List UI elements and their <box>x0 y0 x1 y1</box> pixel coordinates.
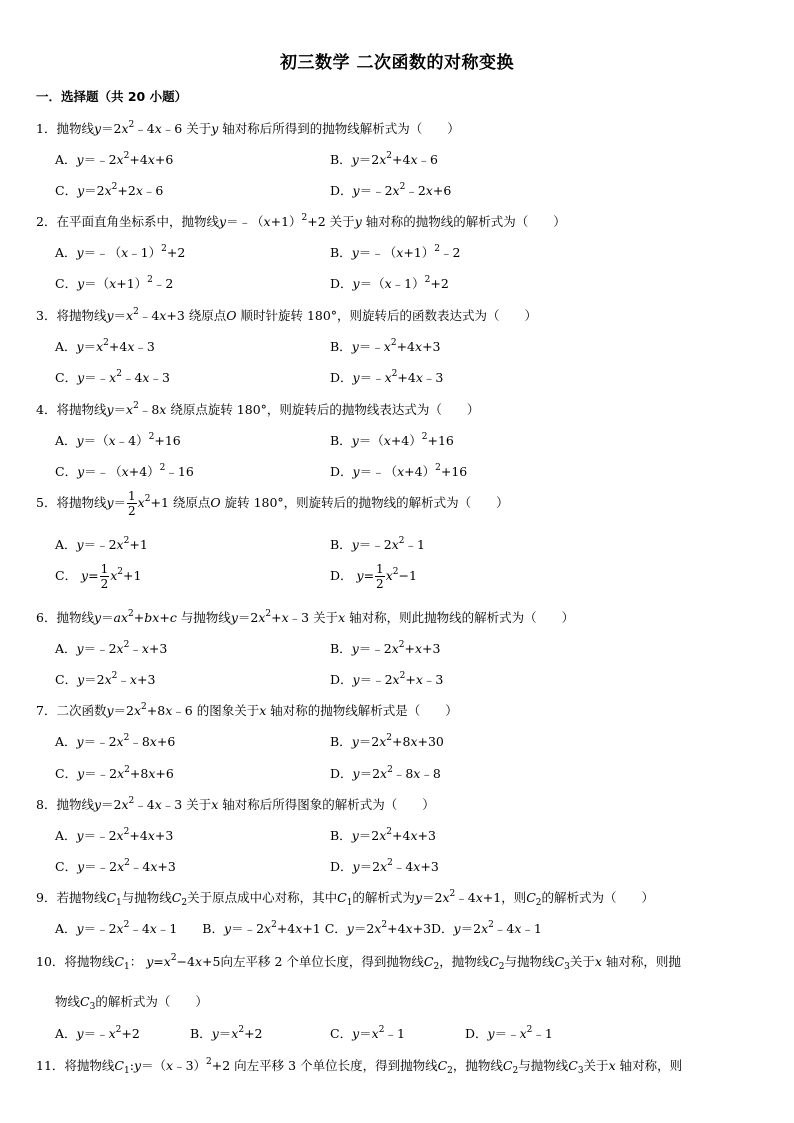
question-5-option-b: B．$y=﹣2x^2﹣1$ <box>330 536 425 552</box>
question-5-option-a: A．$y=﹣2x^2+1$ <box>55 536 148 552</box>
question-5-option-c: C． y= $\frac{1}{2}$ $x^2+1$ <box>55 562 142 591</box>
question-3-option-b: B．$y=﹣x^2+4x+3$ <box>330 338 441 354</box>
question-10-option-d: D．$y=﹣x^2﹣1$ <box>465 1025 553 1041</box>
question-2-stem: 2．在平面直角坐标系中，抛物线$y=﹣(x+1)^2+2$ 关于y 轴对称的抛物线的解析式为（ ） <box>36 213 566 229</box>
question-4-stem: 4．将抛物线$y=x^2﹣8x$ 绕原点旋转 180°，则旋转后的抛物线表达式为（ ） <box>36 401 480 417</box>
question-9-options: A．$y=﹣2x^2﹣4x﹣1$ B．$y=﹣2x^2+4x+1$ C．$y=2x^2+4x+3D$．$y=2x^2﹣4x﹣1$ <box>55 920 542 936</box>
question-7-stem: 7．二次函数$y=2x^2+8x﹣6$ 的图象关于x 轴对称的抛物线解析式是（ ） <box>36 702 458 718</box>
fraction-one-half: $\frac{1}{2}$ <box>128 489 136 518</box>
question-4-option-a: A．y＝（x﹣4）$^2$+16 <box>55 432 181 448</box>
question-1-option-b: B．$y=2x^2+4x﹣6$ <box>330 151 438 167</box>
question-9-stem: 9．若抛物线$C_1$与抛物线$C_2$关于原点成中心对称，其中$C_1$的解析式为$y=2x^2﹣4x+1$，则$C_2$的解析式为（ ） <box>36 889 655 908</box>
question-6-option-b: B．$y=﹣2x^2+x+3$ <box>330 640 441 656</box>
question-1-option-d: D．$y=﹣2x^2﹣2x+6$ <box>330 182 452 198</box>
question-1-option-c: C．$y=2x^2+2x﹣6$ <box>55 182 164 198</box>
question-7-option-d: D．$y=2x^2﹣8x﹣8$ <box>330 765 441 781</box>
question-6-option-c: C．$y=2x^2﹣x+3$ <box>55 671 156 687</box>
question-3-option-a: A．$y=x^2+4x﹣3$ <box>55 338 155 354</box>
question-4-option-c: C．$y=﹣(x+4)^2﹣16$ <box>55 463 194 479</box>
question-2-option-d: D．y＝（x﹣1）$^2$+2 <box>330 275 449 291</box>
question-10-stem-line1: 10．将抛物线$C_1$： $y=x^2-4x+5$向左平移 2 个单位长度，得到抛物线$C_2$，抛物线$C_2$与抛物线$C_3$关于x 轴对称，则抛 <box>36 953 681 972</box>
question-2-option-a: A．y＝﹣（x﹣1）$^2$+2 <box>55 244 186 260</box>
question-11-stem: 11．将抛物线$C_1:y=(x﹣3)^2+2$ 向左平移 3 个单位长度，得到抛物线$C_2$，抛物线$C_2$与抛物线$C_3$关于x 轴对称，则 <box>36 1057 683 1076</box>
question-2-option-b: B．$y=﹣(x+1)^2﹣2$ <box>330 244 461 260</box>
question-6-option-d: D．$y=﹣2x^2+x﹣3$ <box>330 671 444 687</box>
question-8-stem: 8．抛物线$y=2x^2﹣4x﹣3$ 关于x 轴对称后所得图象的解析式为（ ） <box>36 796 435 812</box>
question-8-option-c: C．$y=﹣2x^2﹣4x+3$ <box>55 858 176 874</box>
question-7-option-c: C．$y=﹣2x^2+8x+6$ <box>55 765 174 781</box>
question-6-stem: 6．抛物线$y=ax^2+bx+c$ 与抛物线$y=2x^2+x﹣3$ 关于x 轴对称，则此抛物线的解析式为（ ） <box>36 609 575 625</box>
question-8-option-d: D．$y=2x^2﹣4x+3$ <box>330 858 439 874</box>
question-7-option-b: B．$y=2x^2+8x+30$ <box>330 733 444 749</box>
question-3-option-d: D．$y=﹣x^2+4x﹣3$ <box>330 369 444 385</box>
question-10-option-c: C．$y=x^2﹣1$ <box>330 1025 405 1041</box>
question-10-stem-line2: 物线$C_3$的解析式为（ ） <box>55 994 208 1012</box>
question-4-option-d: D．$y=﹣(x+4)^2+16$ <box>330 463 468 479</box>
question-3-stem: 3．将抛物线$y=x^2﹣4x+3$ 绕原点O 顺时针旋转 180°，则旋转后的函数表达式为（ ） <box>36 307 538 323</box>
question-1-stem: 1．抛物线$y=2x^2﹣4x﹣6$ 关于y 轴对称后所得到的抛物线解析式为（ ） <box>36 120 460 136</box>
question-8-option-a: A．$y=﹣2x^2+4x+3$ <box>55 827 174 843</box>
question-10-option-a: A．$y=﹣x^2+2$ <box>55 1025 140 1041</box>
question-8-option-b: B．$y=2x^2+4x+3$ <box>330 827 436 843</box>
question-1-option-a: A．$y=﹣2x^2+4x+6$ <box>55 151 174 167</box>
question-3-option-c: C．$y=﹣x^2﹣4x﹣3$ <box>55 369 170 385</box>
question-6-option-a: A．$y=﹣2x^2﹣x+3$ <box>55 640 168 656</box>
question-10-option-b: B．$y=x^2+2$ <box>190 1025 263 1041</box>
question-2-option-c: C．$y=(x+1)^2﹣2$ <box>55 275 174 291</box>
section-heading: 一．选择题（共 20 小题） <box>36 89 188 104</box>
page-title: 初三数学 二次函数的对称变换 <box>280 53 514 73</box>
question-5-option-d: D． y= $\frac{1}{2}$ $x^2-1$ <box>330 562 417 591</box>
question-4-option-b: B．$y=(x+4)^2+16$ <box>330 432 454 448</box>
question-7-option-a: A．$y=﹣2x^2﹣8x+6$ <box>55 733 176 749</box>
question-5-stem: 5．将抛物线y＝ $\frac{1}{2}$ $x^2+1$ 绕原点O 旋转 180°，则旋转后的抛物线的解析式为（ ） <box>36 489 509 518</box>
